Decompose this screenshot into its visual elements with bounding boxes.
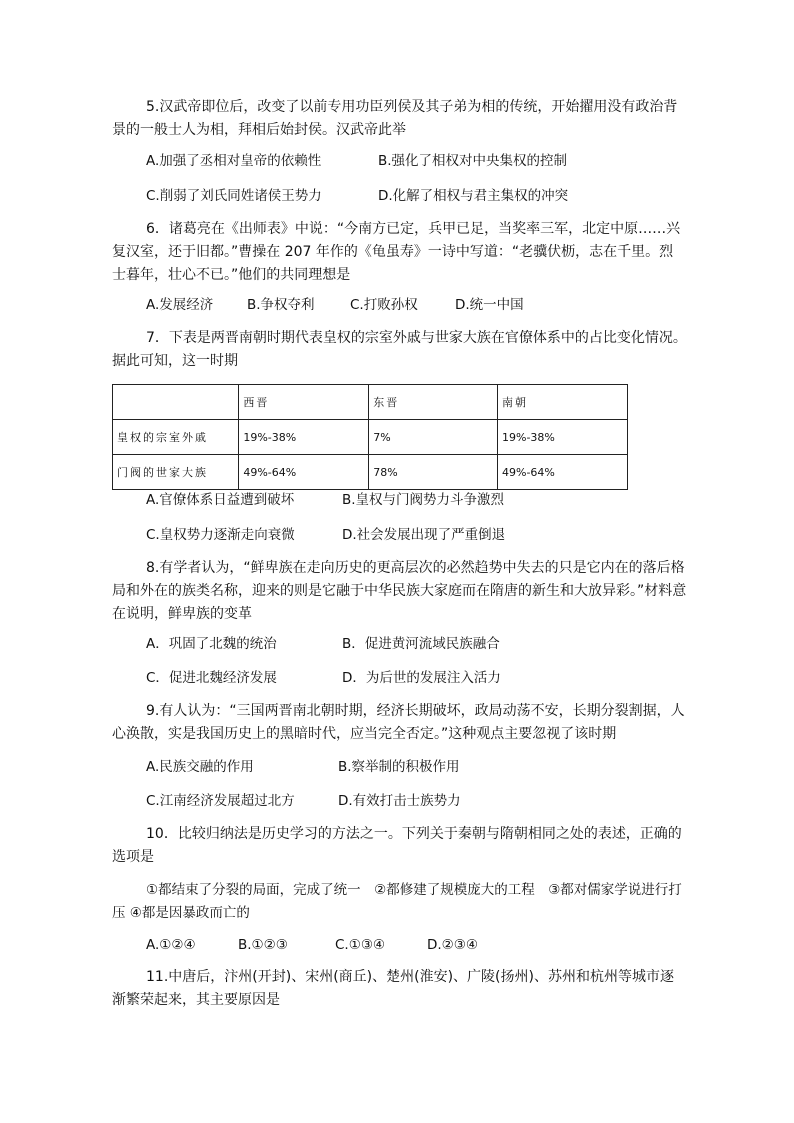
q6-option-b[interactable]: B.争权夺利 — [247, 297, 315, 313]
q9-stem: 9.有人认为：“三国两晋南北朝时期，经济长期破坏，政局动荡不安，长期分裂割据，人心涣散，实是我国历史上的黑暗时代，应当完全否定。”这种观点主要忽视了该时期 — [112, 703, 685, 742]
table-row — [113, 455, 628, 490]
q10-option-b[interactable]: B.①②③ — [238, 937, 288, 953]
table-cell: 门阀的世家大族 — [113, 455, 239, 490]
q5-option-a[interactable]: A.加强了丞相对皇帝的依赖性 — [146, 153, 322, 169]
q8-option-b[interactable]: B．促进黄河流域民族融合 — [342, 636, 500, 652]
table-header-row — [113, 385, 628, 420]
table-cell: 49%-64% — [239, 455, 369, 490]
q10-statements: ①都结束了分裂的局面，完成了统一 ②都修建了规模庞大的工程 ③都对儒家学说进行打压 ④都是因暴政而亡的 — [112, 882, 682, 921]
q10-option-a[interactable]: A.①②④ — [146, 937, 196, 953]
table-cell: 19%-38% — [239, 420, 369, 455]
q7-table — [112, 384, 628, 490]
q7-option-c[interactable]: C.皇权势力逐渐走向衰微 — [146, 527, 295, 543]
table-cell: 19%-38% — [498, 420, 628, 455]
table-cell: 皇权的宗室外戚 — [113, 420, 239, 455]
q10-option-d[interactable]: D.②③④ — [427, 937, 478, 953]
q8-option-c[interactable]: C．促进北魏经济发展 — [146, 670, 277, 686]
q6-option-c[interactable]: C.打败孙权 — [350, 297, 418, 313]
q8-option-d[interactable]: D．为后世的发展注入活力 — [342, 670, 501, 686]
q8-stem: 8.有学者认为，“鲜卑族在走向历史的更高层次的必然趋势中失去的只是它内在的落后格局和外在的族类名称，迎来的则是它融于中华民族大家庭而在隋唐的新生和大放异彩。”材料意在说明，鲜卑族的变革 — [112, 560, 687, 622]
table-header-cell: 南朝 — [498, 385, 628, 420]
q7-stem: 7．下表是两晋南朝时期代表皇权的宗室外戚与世家大族在官僚体系中的占比变化情况。据此可知，这一时期 — [112, 330, 687, 369]
q6-option-d[interactable]: D.统一中国 — [455, 297, 524, 313]
q7-option-d[interactable]: D.社会发展出现了严重倒退 — [342, 527, 506, 543]
table-cell: 49%-64% — [498, 455, 628, 490]
q9-option-b[interactable]: B.察举制的积极作用 — [338, 759, 460, 775]
q10-option-c[interactable]: C.①③④ — [335, 937, 386, 953]
q10-stem: 10．比较归纳法是历史学习的方法之一。下列关于秦朝与隋朝相同之处的表述，正确的选项是 — [112, 826, 682, 865]
q6-option-a[interactable]: A.发展经济 — [146, 297, 214, 313]
q6-stem: 6．诸葛亮在《出师表》中说：“今南方已定，兵甲已足，当奖率三军，北定中原……兴复汉室，还于旧都。”曹操在 207 年作的《龟虽寿》一诗中写道：“老骥伏枥，志在千里。烈士暮年，壮心不已。”他们的共同理想是 — [112, 221, 681, 283]
table-row — [113, 420, 628, 455]
q5-option-b[interactable]: B.强化了相权对中央集权的控制 — [378, 153, 568, 169]
q5-option-d[interactable]: D.化解了相权与君主集权的冲突 — [378, 188, 569, 204]
table-cell: 78% — [369, 455, 498, 490]
table-header-cell — [113, 385, 239, 420]
q8-option-a[interactable]: A．巩固了北魏的统治 — [146, 636, 277, 652]
q7-option-b[interactable]: B.皇权与门阀势力斗争激烈 — [342, 492, 505, 508]
table-header-cell: 东晋 — [369, 385, 498, 420]
q5-stem: 5.汉武帝即位后，改变了以前专用功臣列侯及其子弟为相的传统，开始擢用没有政治背景的一般士人为相，拜相后始封侯。汉武帝此举 — [112, 99, 678, 138]
q9-option-d[interactable]: D.有效打击士族势力 — [338, 793, 461, 809]
q5-option-c[interactable]: C.削弱了刘氏同姓诸侯王势力 — [146, 188, 322, 204]
q7-option-a[interactable]: A.官僚体系日益遭到破坏 — [146, 492, 295, 508]
table-cell: 7% — [369, 420, 498, 455]
q11-stem: 11.中唐后，汴州(开封)、宋州(商丘)、楚州(淮安)、广陵(扬州)、苏州和杭州等城市逐渐繁荣起来，其主要原因是 — [112, 969, 674, 1008]
table-header-cell: 西晋 — [239, 385, 369, 420]
q9-option-c[interactable]: C.江南经济发展超过北方 — [146, 793, 295, 809]
q9-option-a[interactable]: A.民族交融的作用 — [146, 759, 254, 775]
